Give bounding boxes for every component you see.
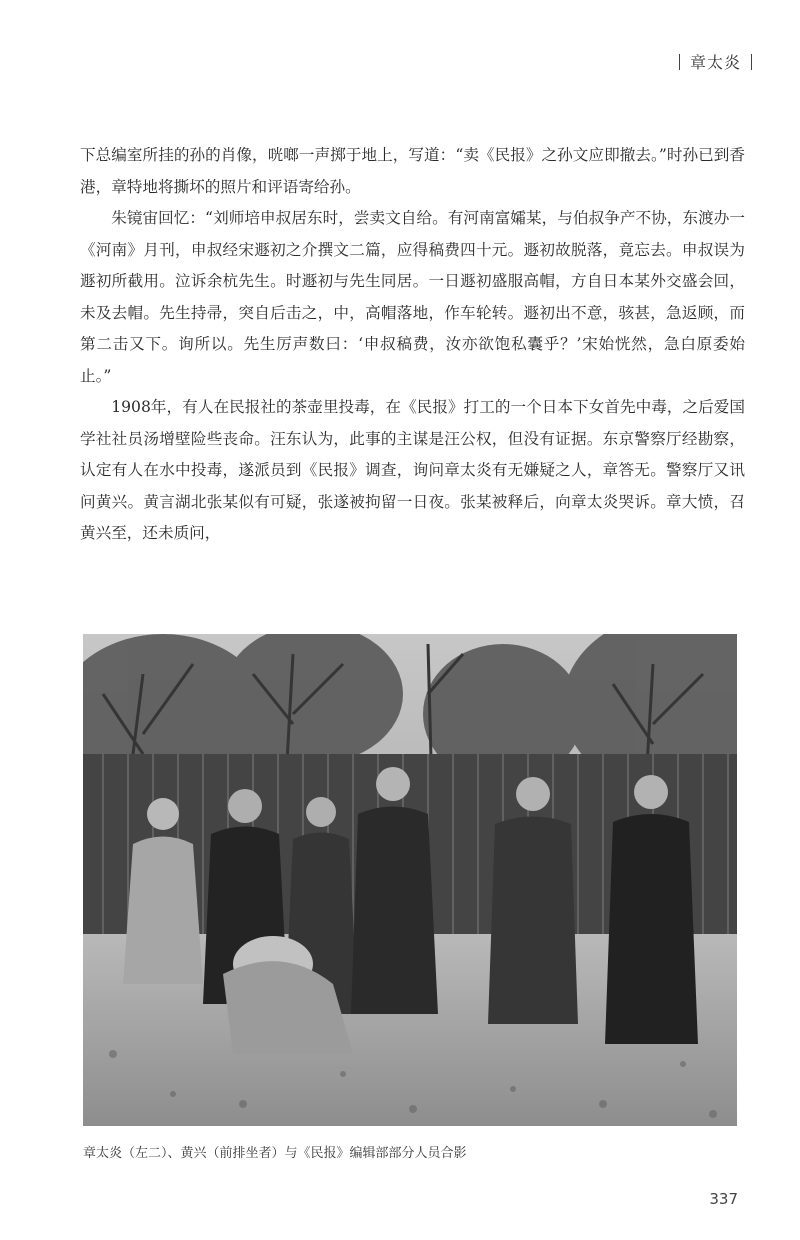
- paragraph-3: 1908年，有人在民报社的茶壶里投毒，在《民报》打工的一个日本下女首先中毒，之后爱国学社社员汤增壁险些丧命。汪东认为，此事的主谋是汪公权，但没有证据。东京警察厅经勘察，认定有人在水中投毒，遂派员到《民报》调查，询问章太炎有无嫌疑之人，章答无。警察厅又讯问黄兴。黄言湖北张某似有可疑，张遂被拘留一日夜。张某被释后，向章太炎哭诉。章大愤，召黄兴至，还未质问，: [80, 398, 745, 542]
- chapter-title: 章太炎: [689, 53, 741, 72]
- historical-group-photo: [83, 634, 737, 1126]
- header-divider-left: [679, 54, 680, 70]
- body-text: [80, 140, 745, 550]
- group-photo-illustration: [83, 634, 737, 1126]
- paragraph-2: 朱镜宙回忆：“刘师培申叔居东时，尝卖文自给。有河南富孀某，与伯叔争产不协，东渡办一《河南》月刊，申叔经宋遯初之介撰文二篇，应得稿费四十元。遯初故脱落，竟忘去。申叔误为遯初所截用。泣诉余杭先生。时遯初与先生同居。一日遯初盛服高帽，方自日本某外交盛会回，未及去帽。先生持帚，突自后击之，中，高帽落地，作车轮转。遯初出不意，骇甚，急返顾，而第二击又下。询所以。先生厉声数曰：‘申叔稿费，汝亦欲饱私囊乎？’宋始恍然，急白原委始止。”: [80, 209, 745, 385]
- page-number: 337: [709, 1190, 738, 1208]
- photo-caption: 章太炎（左二）、黄兴（前排坐者）与《民报》编辑部部分人员合影: [83, 1146, 467, 1161]
- header-divider-right: [751, 54, 752, 70]
- running-header: [669, 50, 762, 73]
- paragraph-1: 下总编室所挂的孙的肖像，咣啷一声掷于地上，写道：“卖《民报》之孙文应即撤去。”时孙已到香港，章特地将撕坏的照片和评语寄给孙。: [80, 146, 745, 196]
